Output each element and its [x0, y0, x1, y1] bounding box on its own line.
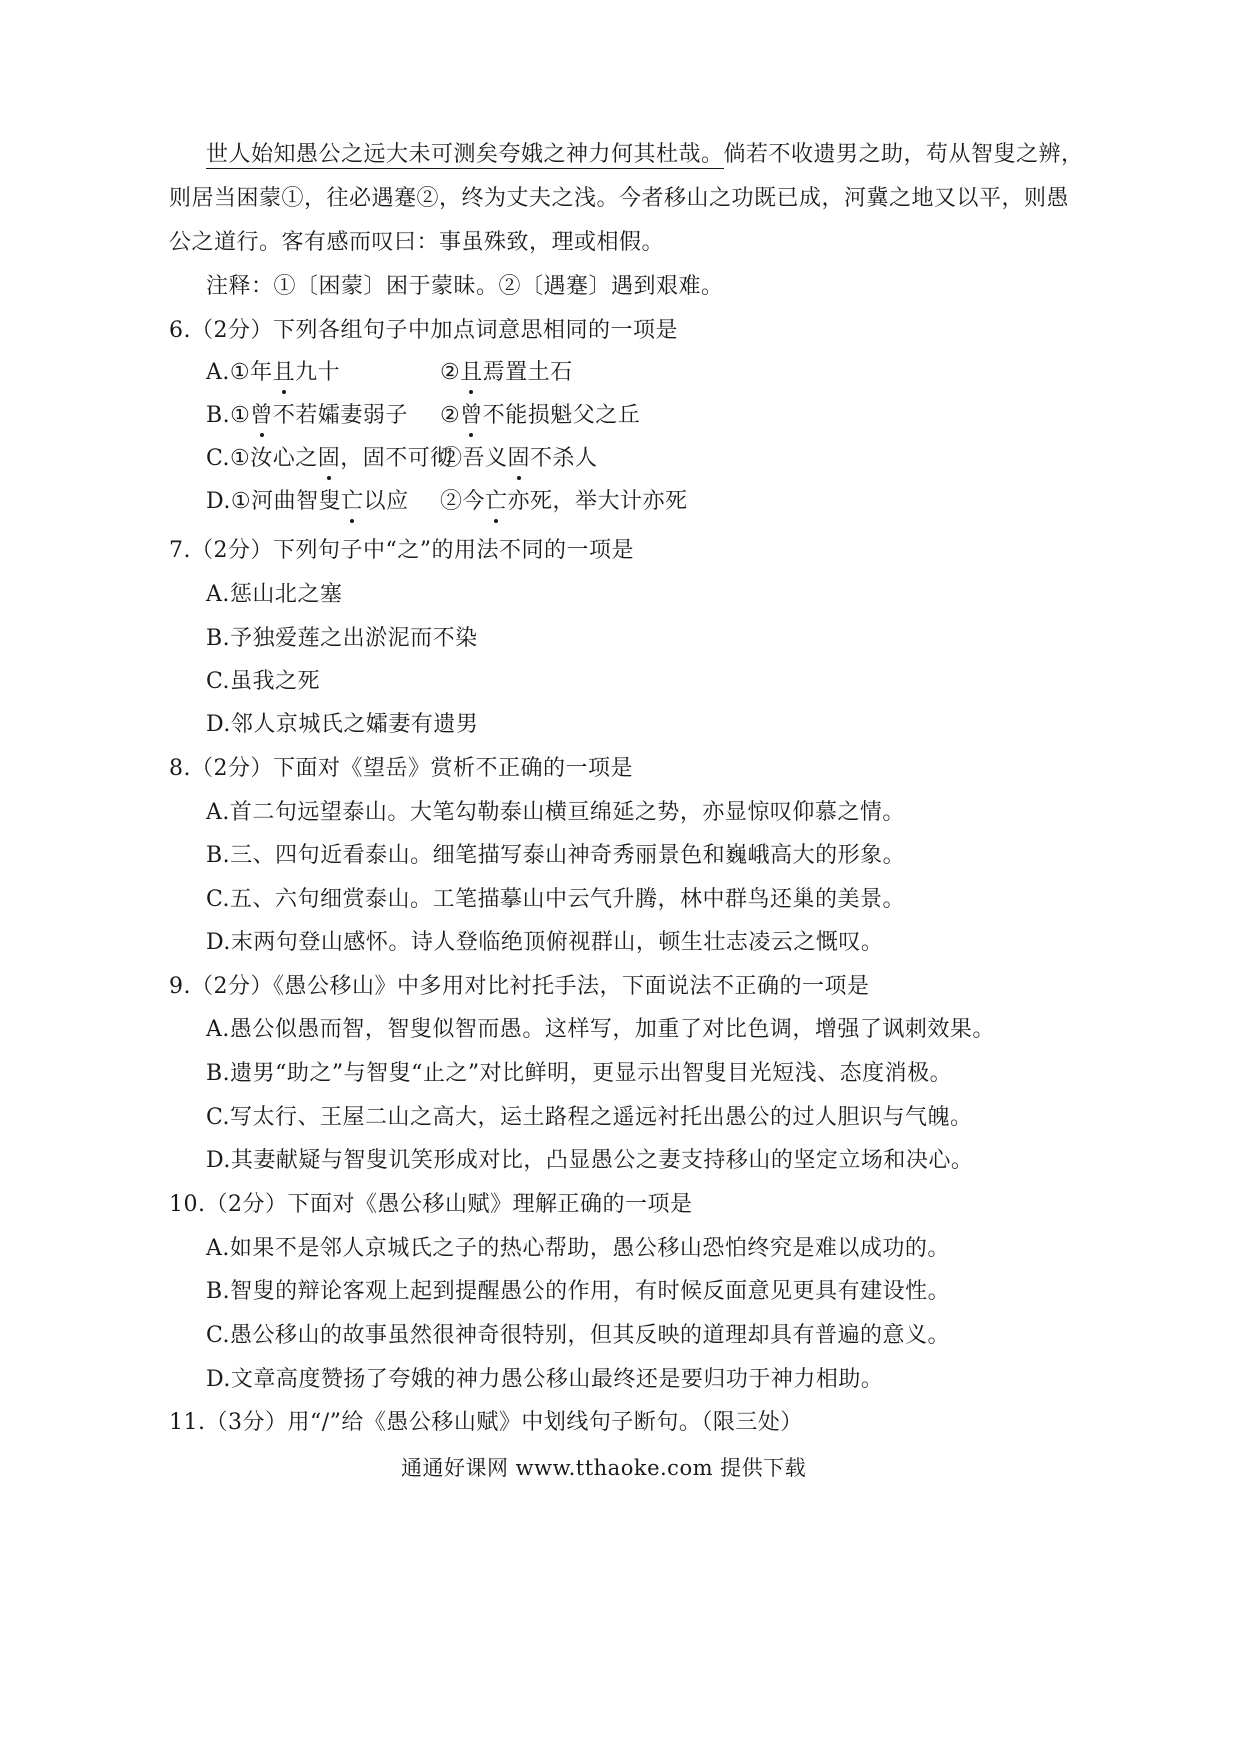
q8-option-d: D.末两句登山感怀。诗人登临绝顶俯视群山，顿生壮志凌云之慨叹。: [206, 930, 884, 955]
q6-option-a-1: [206, 358, 340, 388]
passage-line-2: 则居当困蒙①，往必遇蹇②，终为丈夫之浅。今者移山之功既已成，河冀之地又以平，则愚: [169, 186, 1070, 211]
page-footer: 通通好课网 www.tthaoke.com 提供下载: [401, 1456, 807, 1480]
passage-text: 倘若不收遗男之助，苟从智叟之辨，: [723, 142, 1084, 167]
option-text: 九十: [295, 360, 341, 385]
dotted-word: 且: [273, 358, 296, 388]
question-6-stem: 6.（2分）下列各组句子中加点词意思相同的一项是: [169, 318, 678, 343]
q9-option-c: C.写太行、王屋二山之高大，运土路程之遥远衬托出愚公的过人胆识与气魄。: [206, 1105, 973, 1130]
q10-option-a: A.如果不是邻人京城氏之子的热心帮助，愚公移山恐怕终究是难以成功的。: [206, 1236, 950, 1261]
passage-line-1: [206, 140, 1084, 170]
option-text: ②: [440, 360, 461, 385]
q9-option-d: D.其妻献疑与智叟讥笑形成对比，凸显愚公之妻支持移山的坚定立场和决心。: [206, 1148, 974, 1173]
question-8-stem: 8.（2分）下面对《望岳》赏析不正确的一项是: [169, 756, 633, 781]
question-9-stem: 9.（2分）《愚公移山》中多用对比衬托手法，下面说法不正确的一项是: [169, 974, 870, 999]
option-text: 不杀人: [530, 446, 598, 471]
q7-option-b: B.予独爱莲之出淤泥而不染: [206, 626, 478, 651]
q6-option-b-1: [206, 401, 408, 431]
q9-option-a: A.愚公似愚而智，智叟似智而愚。这样写，加重了对比色调，增强了讽刺效果。: [206, 1017, 995, 1042]
q6-option-c-1: [206, 444, 453, 474]
dotted-word: 亡: [485, 487, 508, 517]
q6-option-d-1: [206, 487, 409, 517]
question-11-stem: 11.（3分）用“/”给《愚公移山赋》中划线句子断句。（限三处）: [169, 1410, 803, 1435]
question-7-stem: 7.（2分）下列句子中“之”的用法不同的一项是: [169, 538, 634, 563]
q7-option-d: D.邻人京城氏之孀妻有遗男: [206, 712, 479, 737]
dotted-word: 且: [460, 358, 483, 388]
q10-option-c: C.愚公移山的故事虽然很神奇很特别，但其反映的道理却具有普遍的意义。: [206, 1323, 951, 1348]
q7-option-c: C.虽我之死: [206, 669, 321, 694]
option-text: ②: [440, 403, 461, 428]
option-text: C.①汝心之: [206, 446, 318, 471]
passage-line-3: 公之道行。客有感而叹曰：事虽殊致，理或相假。: [169, 230, 665, 255]
question-10-stem: 10.（2分）下面对《愚公移山赋》理解正确的一项是: [169, 1192, 693, 1217]
dotted-word: 亡: [341, 487, 364, 517]
option-text: ②吾义: [440, 446, 508, 471]
passage-note: 注释：①〔困蒙〕困于蒙昧。②〔遇蹇〕遇到艰难。: [206, 274, 724, 299]
q6-option-d-2: [440, 487, 688, 517]
underlined-sentence: 世人始知愚公之远大未可测矣夸娥之神力何其杜哉。: [206, 142, 724, 167]
q6-option-a-2: [440, 358, 573, 388]
option-text: A.①年: [206, 360, 273, 385]
q10-option-d: D.文章高度赞扬了夸娥的神力愚公移山最终还是要归功于神力相助。: [206, 1367, 884, 1392]
q8-option-b: B.三、四句近看泰山。细笔描写泰山神奇秀丽景色和巍峨高大的形象。: [206, 843, 906, 868]
dotted-word: 曾: [460, 401, 483, 431]
option-text: 焉置土石: [482, 360, 573, 385]
option-text: 不能损魁父之丘: [482, 403, 641, 428]
dotted-word: 固: [508, 444, 531, 474]
option-text: ，固不可彻: [340, 446, 453, 471]
option-text: 亦死，举大计亦死: [507, 489, 688, 514]
dotted-word: 曾: [250, 401, 273, 431]
option-text: 不若孀妻弱子: [272, 403, 408, 428]
q8-option-c: C.五、六句细赏泰山。工笔描摹山中云气升腾，林中群鸟还巢的美景。: [206, 887, 906, 912]
option-text: D.①河曲智叟: [206, 489, 342, 514]
q10-option-b: B.智叟的辩论客观上起到提醒愚公的作用，有时候反面意见更具有建设性。: [206, 1279, 951, 1304]
option-text: 以应: [363, 489, 409, 514]
q9-option-b: B.遗男“助之”与智叟“止之”对比鲜明，更显示出智叟目光短浅、态度消极。: [206, 1061, 953, 1086]
q7-option-a: A.惩山北之塞: [206, 582, 343, 607]
dotted-word: 固: [318, 444, 341, 474]
q6-option-b-2: [440, 401, 640, 431]
option-text: ②今: [440, 489, 486, 514]
option-text: B.①: [206, 403, 251, 428]
q6-option-c-2: [440, 444, 598, 474]
q8-option-a: A.首二句远望泰山。大笔勾勒泰山横亘绵延之势，亦显惊叹仰慕之情。: [206, 800, 905, 825]
